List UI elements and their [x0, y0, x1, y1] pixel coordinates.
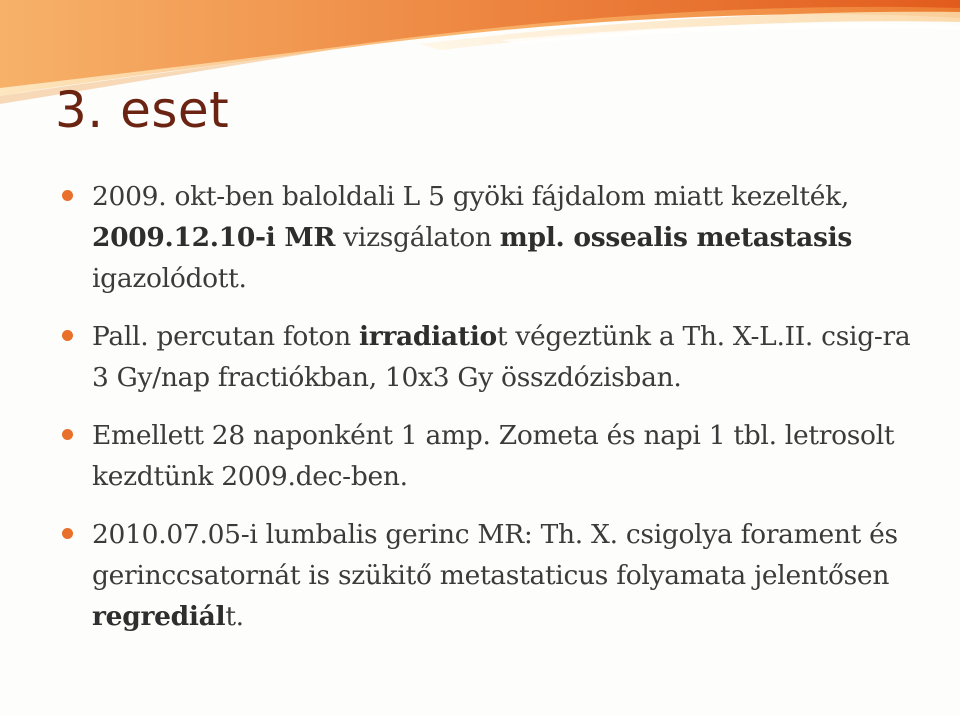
bullet-text-segment: 2010.07.05-i lumbalis gerinc MR: Th. X. csigolya forament és gerinccsatornát is szükitő metastaticus folyamata jelentősen: [92, 519, 898, 591]
bullet-item: [62, 316, 922, 398]
bullet-text-bold: irradiatio: [358, 321, 497, 352]
bullet-text-segment: vizsgálaton: [335, 222, 500, 253]
bullet-dot-icon: [62, 528, 73, 539]
bullet-text-bold: 2009.12.10-i MR: [92, 222, 336, 253]
bullet-text-bold: mpl. ossealis metastasis: [499, 222, 853, 253]
bullet-text-segment: 2009. okt-ben baloldali L 5 gyöki fájdalom miatt kezelték,: [92, 181, 849, 212]
bullet-dot-icon: [62, 190, 73, 201]
bullet-dot-icon: [62, 429, 73, 440]
bullet-dot-icon: [62, 330, 73, 341]
bullet-text-segment: igazolódott.: [92, 263, 247, 294]
bullet-text-bold: regrediál: [92, 601, 226, 632]
bullet-text-segment: t végeztünk a Th. X-L.II. csig-ra 3 Gy/nap fractiókban, 10x3 Gy összdózisban.: [92, 321, 911, 393]
slide-title: 3. eset: [55, 81, 230, 139]
bullet-item: [62, 514, 922, 637]
bullet-text-segment: Pall. percutan foton: [92, 321, 359, 352]
bullet-text-segment: Emellett 28 naponként 1 amp. Zometa és napi 1 tbl. letrosolt kezdtünk 2009.dec-ben.: [92, 420, 895, 492]
bullet-text-segment: t.: [225, 601, 244, 632]
bullet-list: [62, 176, 922, 654]
bullet-item: [62, 415, 922, 497]
bullet-item: [62, 176, 922, 299]
